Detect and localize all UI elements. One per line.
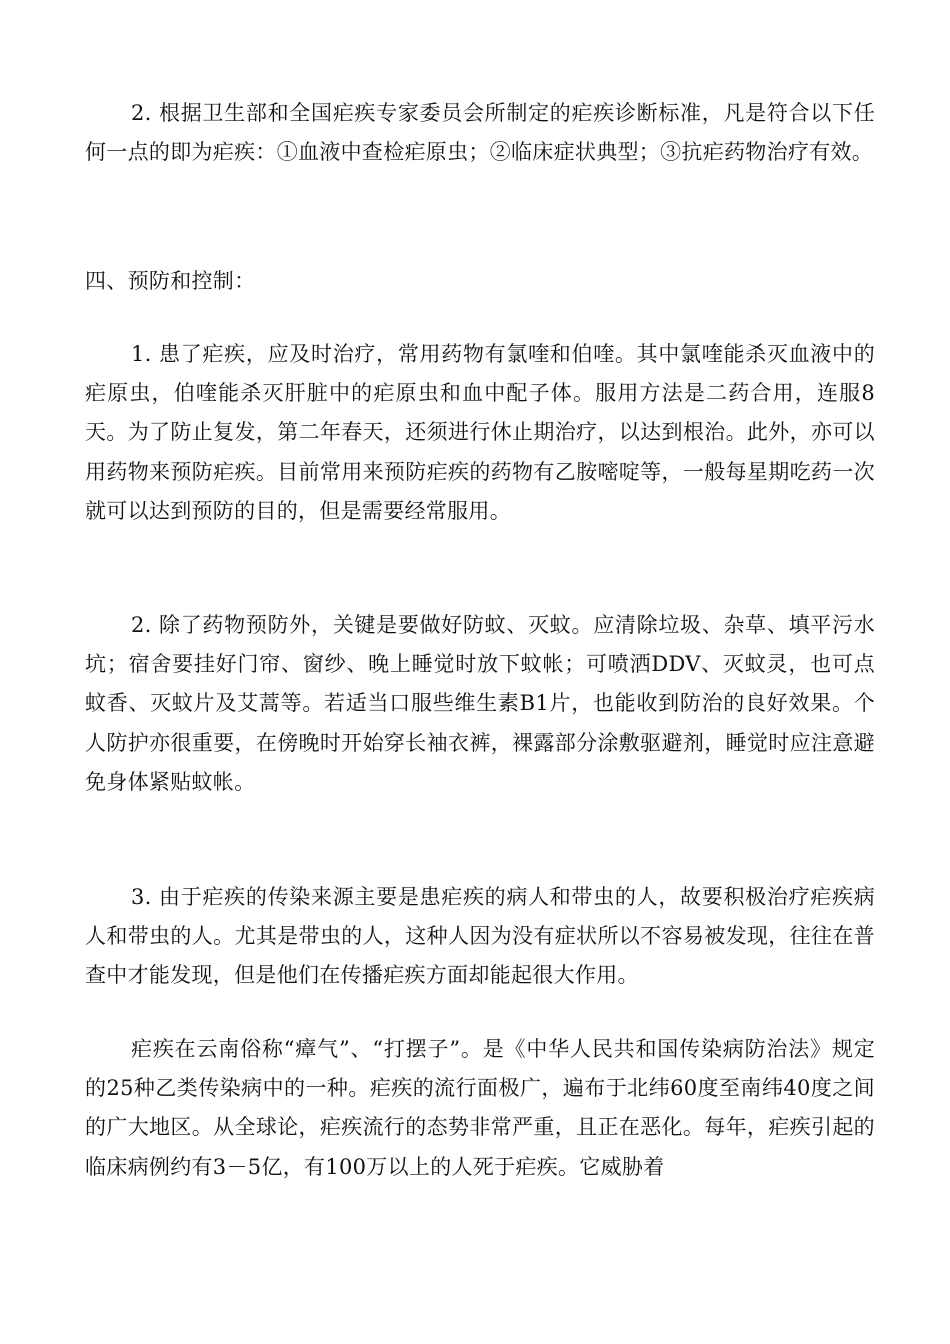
paragraph-diagnosis-criteria: 2. 根据卫生部和全国疟疾专家委员会所制定的疟疾诊断标准，凡是符合以下任何一点的即为疟疾：①血液中查检疟原虫；②临床症状典型；③抗疟药物治疗有效。 (85, 101, 875, 165)
section-heading-prevention-control: 四、预防和控制： (85, 269, 256, 293)
paragraph-carriers: 3. 由于疟疾的传染来源主要是患疟疾的病人和带虫的人，故要积极治疗疟疾病人和带虫的人。尤其是带虫的人，这种人因为没有症状所以不容易被发现，往往在普查中才能发现，但是他们在传播疟疾方面却能起很大作用。 (85, 885, 875, 988)
paragraph-malaria-overview: 疟疾在云南俗称“瘴气”、“打摆子”。是《中华人民共和国传染病防治法》规定的25种乙类传染病中的一种。疟疾的流行面极广，遍布于北纬60度至南纬40度之间的广大地区。从全球论，疟疾流行的态势非常严重，且正在恶化。每年，疟疾引起的临床病例约有3－5亿，有100万以上的人死于疟疾。它威胁着 (85, 1037, 875, 1179)
paragraph-mosquito-control: 2. 除了药物预防外，关键是要做好防蚊、灭蚊。应清除垃圾、杂草、填平污水坑；宿舍要挂好门帘、窗纱、晚上睡觉时放下蚊帐；可喷洒DDV、灭蚊灵，也可点蚊香、灭蚊片及艾蒿等。若适当口服些维生素B1片，也能收到防治的良好效果。个人防护亦很重要，在傍晚时开始穿长袖衣裤，裸露部分涂敷驱避剂，睡觉时应注意避免身体紧贴蚊帐。 (85, 613, 875, 794)
paragraph-treatment: 1. 患了疟疾，应及时治疗，常用药物有氯喹和伯喹。其中氯喹能杀灭血液中的疟原虫，伯喹能杀灭肝脏中的疟原虫和血中配子体。服用方法是二药合用，连服8天。为了防止复发，第二年春天，还须进行休止期治疗，以达到根治。此外，亦可以用药物来预防疟疾。目前常用来预防疟疾的药物有乙胺嘧啶等，一般每星期吃药一次就可以达到预防的目的，但是需要经常服用。 (85, 342, 875, 523)
